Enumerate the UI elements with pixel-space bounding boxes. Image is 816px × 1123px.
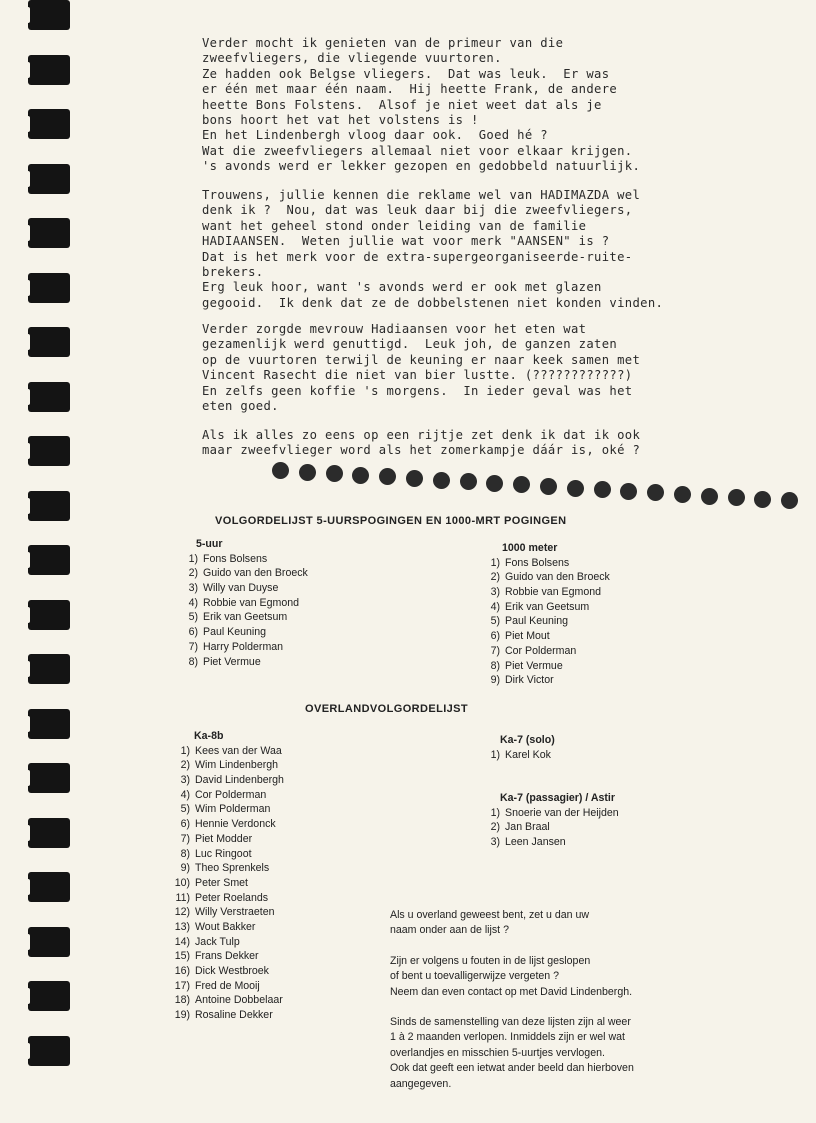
list-item-name: Fons Bolsens (203, 552, 268, 565)
text-line: eten goed. (202, 399, 279, 414)
list-item (176, 611, 308, 626)
list-item (176, 641, 308, 656)
list-item-number: 10) (174, 876, 190, 889)
dot-separator (272, 462, 812, 492)
binding-hole (28, 491, 70, 521)
list-item-name: Peter Smet (195, 876, 248, 889)
list-item-name: Rosaline Dekker (195, 1009, 273, 1022)
list-item-number: 1) (490, 806, 500, 819)
list-5-uur-heading: 5-uur (196, 538, 223, 550)
note-line: Als u overland geweest bent, zet u dan uw (390, 909, 590, 921)
list-item (168, 803, 284, 818)
list-item-name: Piet Modder (195, 832, 253, 845)
separator-dot (620, 483, 637, 500)
list-item-name: Paul Keuning (505, 615, 569, 628)
list-item-number: 1) (490, 556, 500, 569)
text-line: En zelfs geen koffie 's morgens. In ieder geval was het (202, 383, 633, 398)
text-line: bons hoort het vat het volstens is ! (202, 113, 479, 128)
list-item-number: 6) (188, 626, 198, 639)
list-item-number: 4) (180, 788, 190, 801)
list-item-name: Robbie van Egmond (203, 596, 299, 609)
list-item-number: 1) (180, 744, 190, 757)
separator-dot (674, 486, 691, 503)
list-item-number: 9) (180, 862, 190, 875)
list-item-name: Theo Sprenkels (195, 862, 270, 875)
binding-hole (28, 382, 70, 412)
binding-hole (28, 1036, 70, 1066)
list-item-number: 4) (188, 596, 198, 609)
list-item (168, 965, 284, 980)
separator-dot (754, 491, 771, 508)
list-item (168, 906, 284, 921)
list-item (478, 557, 610, 572)
note-line: Sinds de samenstelling van deze lijsten zijn al weer (390, 1016, 631, 1029)
list-item-number: 5) (490, 615, 500, 628)
list-item-name: Peter Roelands (195, 891, 269, 904)
list-item-number: 3) (490, 836, 500, 849)
separator-dot (513, 476, 530, 493)
list-item (478, 645, 610, 660)
list-ka7-solo-items (478, 749, 555, 764)
list-item (168, 950, 284, 965)
list-item-number: 4) (490, 600, 500, 613)
list-item-number: 5) (188, 611, 198, 624)
text-line: En het Lindenbergh vloog daar ook. Goed hé ? (202, 128, 548, 143)
list-item-number: 2) (490, 571, 500, 584)
list-item (168, 848, 284, 863)
list-item (176, 626, 308, 641)
separator-dot (567, 480, 584, 497)
list-ka7-passagier-items (478, 807, 619, 851)
binding-hole (28, 218, 70, 248)
binding-hole (28, 818, 70, 848)
list-item (478, 674, 610, 689)
text-line: gegooid. Ik denk dat ze de dobbelstenen niet konden vinden. (202, 295, 664, 310)
separator-dot (352, 467, 369, 484)
binding-hole (28, 273, 70, 303)
list-item (168, 759, 284, 774)
list-item-number: 7) (188, 640, 198, 653)
list-item (478, 586, 610, 601)
list-item-name: David Lindenbergh (195, 774, 284, 787)
list-item-name: Wim Polderman (195, 803, 271, 816)
list-item (168, 774, 284, 789)
list-item-name: Guido van den Broeck (505, 571, 610, 584)
text-line: want het geheel stond onder leiding van de familie (202, 218, 587, 233)
list-item-name: Dirk Victor (505, 674, 554, 687)
list-item-name: Dick Westbroek (195, 965, 269, 977)
list-item-name: Jan Braal (505, 821, 550, 834)
volgorde-title: VOLGORDELIJST 5-UURSPOGINGEN EN 1000-MRT POGINGEN (215, 515, 567, 527)
list-item-number: 8) (490, 659, 500, 672)
list-item-name: Piet Mout (505, 630, 550, 643)
separator-dot (433, 472, 450, 489)
note-line: Neem dan even contact op met David Lindenbergh. (390, 985, 633, 998)
text-line: brekers. (202, 265, 264, 280)
separator-dot (701, 488, 718, 505)
list-item-number: 19) (174, 1009, 190, 1022)
narrative-paragraph-4 (202, 428, 672, 459)
list-item (478, 615, 610, 630)
narrative-paragraph-2 (202, 188, 672, 311)
text-line: maar zweefvlieger word als het zomerkampje dáár is, oké ? (202, 443, 641, 458)
list-item-number: 3) (490, 586, 500, 599)
list-item (168, 1009, 284, 1024)
text-line: 's avonds werd er lekker gezopen en gedobbeld natuurlijk. (202, 159, 641, 174)
list-1000-meter (478, 542, 610, 689)
list-item-number: 8) (180, 847, 190, 860)
list-item-number: 17) (174, 979, 190, 992)
text-line: Vincent Rasecht die niet van bier lustte. (????????????) (202, 368, 633, 383)
list-item-name: Fons Bolsens (505, 556, 570, 569)
list-item-name: Piet Vermue (505, 659, 563, 672)
binding-hole (28, 600, 70, 630)
binding-hole (28, 927, 70, 957)
list-item-number: 18) (174, 994, 190, 1007)
list-ka7-solo-heading: Ka-7 (solo) (500, 734, 555, 746)
list-item-name: Guido van den Broeck (203, 567, 308, 580)
text-line: Als ik alles zo eens op een rijtje zet denk ik dat ik ook (202, 428, 641, 442)
list-item-name: Wim Lindenbergh (195, 759, 279, 772)
list-item-name: Willy Verstraeten (195, 906, 275, 919)
binding-hole (28, 872, 70, 902)
binding-hole (28, 0, 70, 30)
list-ka8b-items (168, 745, 284, 1024)
list-item-name: Paul Keuning (203, 626, 267, 639)
separator-dot (594, 481, 611, 498)
note-line: 1 à 2 maanden verlopen. Inmiddels zijn er wel wat (390, 1031, 625, 1044)
binding-hole (28, 327, 70, 357)
narrative-paragraph-1 (202, 36, 672, 175)
list-1000-meter-heading: 1000 meter (502, 542, 558, 554)
binding-hole (28, 164, 70, 194)
list-item-name: Cor Polderman (505, 644, 577, 657)
list-item-name: Fred de Mooij (195, 979, 260, 992)
binding-hole (28, 545, 70, 575)
list-item-number: 13) (174, 920, 190, 933)
separator-dot (460, 473, 477, 490)
list-item-name: Erik van Geetsum (203, 611, 288, 624)
note-line: Zijn er volgens u fouten in de lijst geslopen (390, 954, 591, 967)
list-item-name: Erik van Geetsum (505, 600, 590, 613)
list-item (176, 656, 308, 671)
list-item-number: 6) (490, 630, 500, 643)
list-ka7-passagier-heading: Ka-7 (passagier) / Astir (500, 792, 615, 804)
list-item (478, 630, 610, 645)
list-item (176, 553, 308, 568)
list-item-name: Piet Vermue (203, 655, 261, 668)
list-item (168, 892, 284, 907)
list-item (478, 749, 555, 764)
note-paragraph (390, 1015, 730, 1092)
binding-hole (28, 654, 70, 684)
list-item-name: Frans Dekker (195, 950, 259, 963)
list-item (168, 994, 284, 1009)
list-item (478, 660, 610, 675)
list-item (168, 877, 284, 892)
list-item-number: 5) (180, 803, 190, 816)
list-item-name: Wout Bakker (195, 920, 256, 933)
list-item-number: 3) (188, 582, 198, 595)
overland-title: OVERLANDVOLGORDELIJST (305, 703, 469, 715)
list-item-number: 2) (180, 759, 190, 772)
list-item-number: 12) (174, 906, 190, 919)
binding-hole (28, 981, 70, 1011)
list-item (168, 862, 284, 877)
text-line: HADIAANSEN. Weten jullie wat voor merk "AANSEN" is ? (202, 234, 610, 249)
list-5-uur (176, 538, 308, 670)
list-item (168, 745, 284, 760)
text-line: zweefvliegers, die vliegende vuurtoren. (202, 51, 502, 66)
text-line: heette Bons Folstens. Alsof je niet weet dat als je (202, 97, 602, 112)
text-line: Ze hadden ook Belgse vliegers. Dat was leuk. Er was (202, 66, 610, 81)
binding-hole (28, 109, 70, 139)
text-line: er één met maar één naam. Hij heette Frank, de andere (202, 82, 618, 97)
list-1000-meter-items (478, 557, 610, 689)
list-item-number: 7) (490, 644, 500, 657)
list-item-name: Snoerie van der Heijden (505, 806, 619, 819)
notes (390, 908, 730, 1107)
list-item-number: 9) (490, 674, 500, 687)
list-item-name: Antoine Dobbelaar (195, 994, 283, 1007)
list-item (168, 818, 284, 833)
text-line: denk ik ? Nou, dat was leuk daar bij die zweefvliegers, (202, 203, 633, 218)
binding-hole (28, 763, 70, 793)
separator-dot (781, 492, 798, 509)
list-item-number: 1) (490, 748, 500, 761)
text-line: Dat is het merk voor de extra-supergeorganiseerde-ruite- (202, 249, 633, 264)
list-item-name: Leen Jansen (505, 836, 566, 849)
spiral-binding (0, 0, 80, 1123)
separator-dot (486, 475, 503, 492)
list-item (168, 789, 284, 804)
list-item (168, 921, 284, 936)
binding-hole (28, 436, 70, 466)
narrative-paragraph-3 (202, 322, 672, 414)
list-item (478, 571, 610, 586)
list-item-number: 11) (175, 891, 190, 904)
list-item (176, 582, 308, 597)
separator-dot (540, 478, 557, 495)
list-item (478, 807, 619, 822)
list-item-number: 3) (180, 774, 190, 787)
list-item-number: 2) (188, 567, 198, 580)
list-item (176, 597, 308, 612)
text-line: Wat die zweefvliegers allemaal niet voor elkaar krijgen. (202, 143, 633, 158)
list-item (168, 936, 284, 951)
text-line: Verder zorgde mevrouw Hadiaansen voor het eten wat (202, 322, 587, 336)
list-ka8b-heading: Ka-8b (194, 730, 224, 742)
list-ka7-passagier (478, 792, 619, 851)
list-item-number: 1) (188, 552, 198, 565)
list-item (176, 567, 308, 582)
separator-dot (272, 462, 289, 479)
note-paragraph (390, 908, 730, 939)
separator-dot (406, 470, 423, 487)
text-line: Verder mocht ik genieten van de primeur van die (202, 36, 564, 50)
list-item-name: Kees van der Waa (195, 744, 282, 757)
list-item (478, 821, 619, 836)
text-line: gezamenlijk werd genuttigd. Leuk joh, de ganzen zaten (202, 337, 618, 352)
text-line: Erg leuk hoor, want 's avonds werd er ook met glazen (202, 280, 602, 295)
separator-dot (326, 465, 343, 482)
separator-dot (647, 484, 664, 501)
list-item-name: Harry Polderman (203, 640, 284, 653)
note-line: overlandjes en misschien 5-uurtjes vervlogen. (390, 1046, 605, 1059)
separator-dot (379, 468, 396, 485)
separator-dot (728, 489, 745, 506)
list-ka8b (168, 730, 284, 1024)
list-item-name: Karel Kok (505, 748, 551, 761)
list-item-name: Hennie Verdonck (195, 818, 276, 831)
list-item-number: 2) (490, 821, 500, 834)
list-item-number: 16) (174, 965, 190, 977)
list-item-number: 8) (188, 655, 198, 668)
note-line: Ook dat geeft een ietwat ander beeld dan hierboven (390, 1062, 634, 1075)
list-ka7-solo (478, 734, 555, 763)
list-item (478, 601, 610, 616)
list-item-name: Cor Polderman (195, 788, 267, 801)
list-item-number: 15) (174, 950, 190, 963)
list-item-name: Jack Tulp (195, 935, 240, 948)
note-line: of bent u toevalligerwijze vergeten ? (390, 970, 560, 983)
list-5-uur-items (176, 553, 308, 671)
text-line: op de vuurtoren terwijl de keuning er naar keek samen met (202, 352, 641, 367)
text-line: Trouwens, jullie kennen die reklame wel van HADIMAZDA wel (202, 188, 641, 202)
list-item-number: 6) (180, 818, 190, 831)
separator-dot (299, 464, 316, 481)
list-item-name: Luc Ringoot (195, 847, 252, 860)
note-line: aangegeven. (390, 1077, 452, 1090)
binding-hole (28, 55, 70, 85)
list-item-name: Willy van Duyse (203, 582, 279, 595)
list-item (168, 833, 284, 848)
list-item (168, 980, 284, 995)
list-item-number: 14) (174, 935, 190, 948)
note-paragraph (390, 954, 730, 1000)
note-line: naam onder aan de lijst ? (390, 924, 509, 937)
binding-hole (28, 709, 70, 739)
list-item-name: Robbie van Egmond (505, 586, 601, 599)
list-item-number: 7) (180, 832, 190, 845)
list-item (478, 836, 619, 851)
